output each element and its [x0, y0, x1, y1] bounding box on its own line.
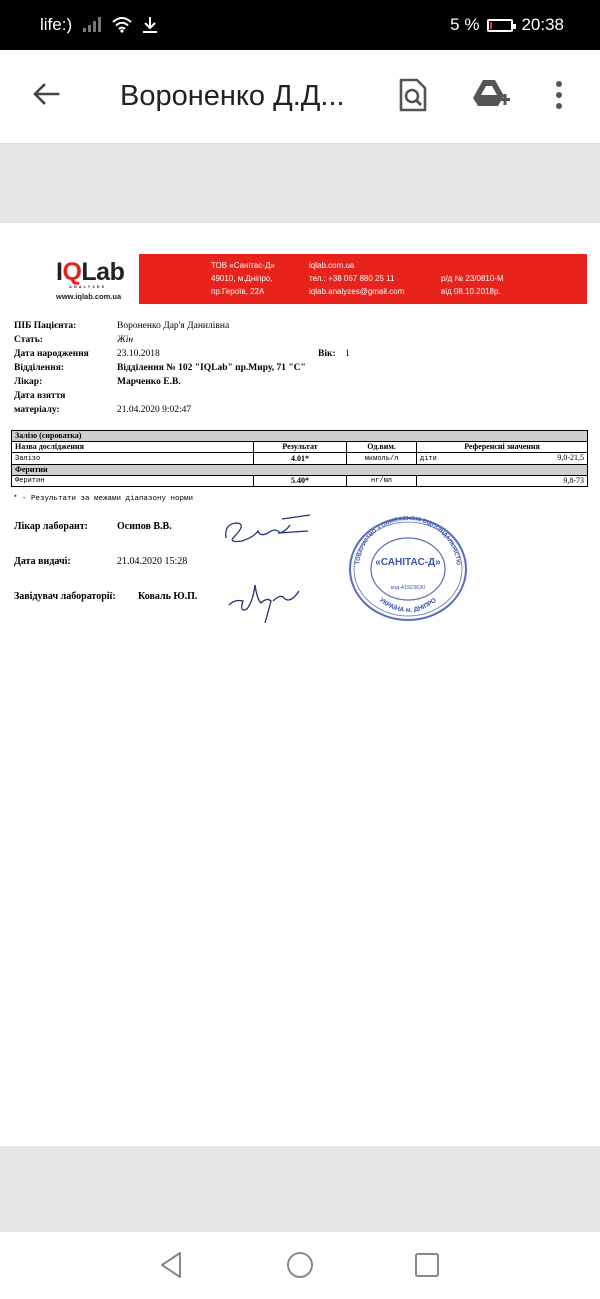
- test-reference: 9,8-73: [417, 476, 588, 487]
- name-label: ПІБ Пацієнта:: [14, 321, 77, 331]
- stamp-center: «САНІТАС-Д»: [375, 557, 441, 568]
- test-reference: [417, 453, 588, 465]
- clock: 20:38: [521, 15, 564, 34]
- dept-label: Відділення:: [14, 363, 65, 373]
- document-search-icon: [398, 78, 428, 112]
- app-bar: [0, 50, 600, 144]
- battery-percent: 5 %: [450, 15, 480, 34]
- sample-label-2: матеріалу:: [14, 405, 60, 415]
- navigation-bar: [0, 1232, 600, 1299]
- nav-recents-icon: [413, 1250, 441, 1280]
- header-result: Результат: [254, 442, 347, 453]
- nav-home-icon: [285, 1250, 315, 1280]
- footnote: * - Результати за межами діапазону норми: [13, 495, 194, 503]
- results-table: [11, 430, 588, 487]
- test-unit: мкмоль/л: [347, 453, 417, 465]
- test-name: Залізо: [12, 453, 254, 465]
- signature-lab-doctor: [220, 513, 315, 553]
- stamp-code: код 41923630: [390, 585, 426, 591]
- age-label: Вік:: [318, 349, 336, 359]
- patient-age: 1: [345, 349, 350, 359]
- status-bar: [0, 0, 600, 50]
- issue-date: 21.04.2020 15:28: [117, 556, 188, 567]
- signal-icon: [82, 17, 102, 33]
- test-result: 5.40*: [254, 476, 347, 487]
- preview-button[interactable]: [398, 78, 428, 117]
- nav-recents-button[interactable]: [413, 1250, 441, 1285]
- header-unit: Од.вим.: [347, 442, 417, 453]
- reference-range: 9,0-21,5: [557, 453, 584, 462]
- patient-dept: Відділення № 102 "IQLab" пр.Миру, 71 "С": [117, 363, 306, 373]
- test-unit: нг/мл: [347, 476, 417, 487]
- add-to-drive-button[interactable]: [472, 78, 512, 117]
- carrier-label: life:): [40, 15, 73, 34]
- group-iron: Залізо (сироватка): [12, 431, 588, 442]
- logo-url: www.iqlab.com.ua: [56, 292, 122, 301]
- stamp-ring-top: ТОВАРИСТВО З ОБМЕЖЕНОЮ ВІДПОВІДАЛЬНІСТЮ: [355, 515, 461, 566]
- doctor-label: Лікар:: [14, 377, 43, 387]
- issue-date-label: Дата видачі:: [14, 556, 71, 567]
- patient-sex: Жін: [117, 335, 134, 345]
- more-vert-icon: [554, 78, 564, 112]
- lab-logo: IQLab: [56, 258, 125, 286]
- arrow-back-icon: [30, 78, 62, 110]
- logo-subtitle: ANALYZES: [69, 284, 107, 289]
- logo-box: [11, 254, 139, 304]
- header-name: Назва дослідження: [12, 442, 254, 453]
- contact-info: iqlab.com.ua тел.: +38 067 880 25 11 iqlab.analyzes@gmail.com: [309, 261, 405, 296]
- patient-dob: 23.10.2018: [117, 349, 160, 359]
- sample-date: 21.04.2020 9:02:47: [117, 405, 192, 415]
- lab-stamp: [345, 515, 471, 623]
- head-name: Коваль Ю.П.: [138, 591, 198, 602]
- wifi-icon: [112, 17, 132, 33]
- test-name: Феритин: [12, 476, 254, 487]
- document-page: [0, 223, 600, 1146]
- nav-home-button[interactable]: [285, 1250, 315, 1285]
- sex-label: Стать:: [14, 335, 43, 345]
- sample-label-1: Дата взяття: [14, 391, 66, 401]
- lab-doctor-label: Лікар лаборант:: [14, 521, 88, 532]
- header-reference: Референсні значення: [417, 442, 588, 453]
- lab-doctor-name: Осипов В.В.: [117, 521, 172, 532]
- nav-back-button[interactable]: [158, 1250, 184, 1285]
- stamp-ring-bottom: УКРАЇНА м. ДНІПРО: [377, 596, 438, 614]
- dob-label: Дата народження: [14, 349, 89, 359]
- more-options-button[interactable]: [554, 78, 564, 117]
- download-icon: [142, 16, 158, 34]
- head-label: Завідувач лабораторії:: [14, 591, 116, 602]
- test-result: 4.01*: [254, 453, 347, 465]
- signature-head: [225, 579, 305, 627]
- add-to-drive-icon: [472, 78, 512, 112]
- document-title: Вороненко Д.Д...: [120, 80, 345, 112]
- license-info: р/д № 23/0810-М від 08.10.2018р.: [441, 274, 504, 296]
- table-row: [12, 476, 588, 487]
- table-row: [12, 453, 588, 465]
- nav-back-icon: [158, 1250, 184, 1280]
- battery-icon: [487, 19, 513, 32]
- patient-doctor: Марченко Е.В.: [117, 377, 181, 387]
- lab-banner: [11, 254, 587, 304]
- group-ferritin: Феритин: [12, 465, 588, 476]
- company-info: ТОВ «Санітас-Д» 49010, м.Дніпро, пр.Героїв, 22А: [211, 261, 275, 296]
- back-button[interactable]: [30, 78, 62, 115]
- reference-group: діти: [420, 455, 437, 463]
- patient-name: Вороненко Дар'я Данилівна: [117, 321, 230, 331]
